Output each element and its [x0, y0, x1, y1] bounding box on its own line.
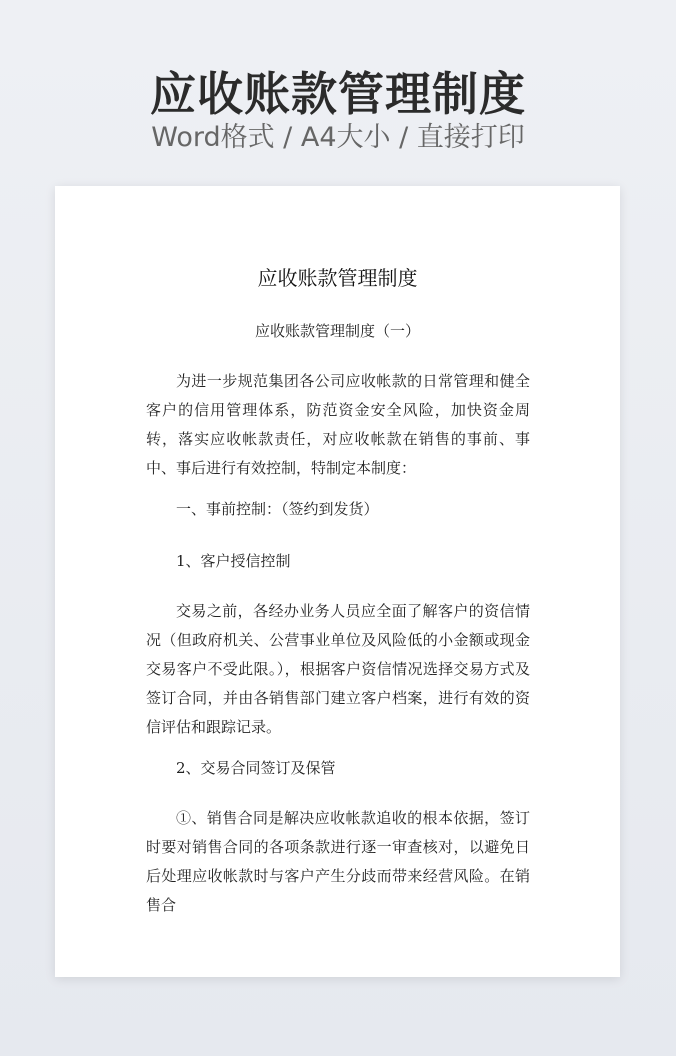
- document-page: [55, 186, 620, 977]
- section-heading: 一、事前控制：（签约到发货）: [176, 500, 379, 518]
- banner-subtitle: Word格式 / A4大小 / 直接打印: [151, 122, 525, 153]
- body-paragraph: ①、销售合同是解决应收帐款追收的根本依据，签订时要对销售合同的各项条款进行逐一审查核对，以避免日后处理应收帐款时与客户产生分歧而带来经营风险。在销售合: [146, 809, 530, 914]
- document-title: 应收账款管理制度: [257, 266, 418, 290]
- document-subtitle: 应收账款管理制度（一）: [254, 322, 420, 340]
- body-paragraph: 交易之前，各经办业务人员应全面了解客户的资信情况（但政府机关、公营事业单位及风险低的小金额或现金交易客户不受此限。），根据客户资信情况选择交易方式及签订合同，并由各销售部门建立客户档案，进行有效的资信评估和跟踪记录。: [146, 602, 530, 736]
- banner-title: 应收账款管理制度: [150, 67, 526, 121]
- intro-paragraph: 为进一步规范集团各公司应收帐款的日常管理和健全客户的信用管理体系，防范资金安全风险，加快资金周转，落实应收帐款责任，对应收帐款在销售的事前、事中、事后进行有效控制，特制定本制度：: [146, 372, 530, 477]
- item-heading: 1、客户授信控制: [176, 552, 291, 570]
- item-heading: 2、交易合同签订及保管: [176, 759, 336, 777]
